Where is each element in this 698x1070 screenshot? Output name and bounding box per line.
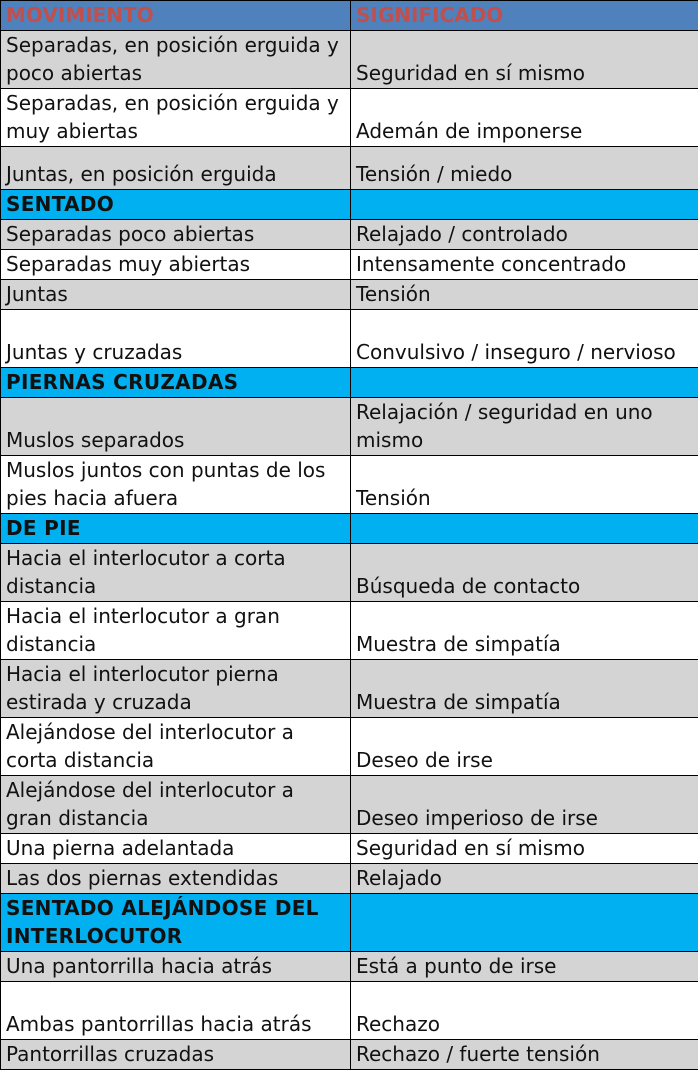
movement-cell: Juntas, en posición erguida [1, 147, 351, 190]
meaning-cell: Relajado [351, 864, 698, 894]
section-title: SENTADO [1, 190, 351, 220]
movement-cell: Alejándose del interlocutor a gran distancia [1, 776, 351, 834]
meaning-cell: Intensamente concentrado [351, 250, 698, 280]
table-row [1, 982, 698, 1040]
meaning-cell: Tensión [351, 280, 698, 310]
table-row [1, 31, 698, 89]
movement-cell: Juntas y cruzadas [1, 310, 351, 368]
table-row [1, 456, 698, 514]
section-blank [351, 190, 698, 220]
section-title: PIERNAS CRUZADAS [1, 368, 351, 398]
movement-cell: Juntas [1, 280, 351, 310]
section-blank [351, 514, 698, 544]
table-row [1, 89, 698, 147]
movement-cell: Hacia el interlocutor a corta distancia [1, 544, 351, 602]
meaning-cell: Rechazo / fuerte tensión [351, 1040, 698, 1070]
meaning-cell: Muestra de simpatía [351, 660, 698, 718]
movement-cell: Muslos separados [1, 398, 351, 456]
table-row [1, 776, 698, 834]
meaning-cell: Deseo imperioso de irse [351, 776, 698, 834]
table-row [1, 398, 698, 456]
section-blank [351, 368, 698, 398]
table-row [1, 280, 698, 310]
header-row [1, 1, 698, 31]
table-row [1, 602, 698, 660]
movement-cell: Hacia el interlocutor a gran distancia [1, 602, 351, 660]
movement-cell: Muslos juntos con puntas de los pies hacia afuera [1, 456, 351, 514]
table-body [1, 31, 698, 1070]
table-row [1, 544, 698, 602]
movement-cell: Hacia el interlocutor pierna estirada y cruzada [1, 660, 351, 718]
meaning-cell: Relajado / controlado [351, 220, 698, 250]
movement-cell: Una pierna adelantada [1, 834, 351, 864]
table-row [1, 220, 698, 250]
header-significado: SIGNIFICADO [351, 1, 698, 31]
movement-cell: Separadas, en posición erguida y poco abiertas [1, 31, 351, 89]
meaning-cell: Tensión [351, 456, 698, 514]
movement-cell: Las dos piernas extendidas [1, 864, 351, 894]
section-title: DE PIE [1, 514, 351, 544]
movement-cell: Alejándose del interlocutor a corta distancia [1, 718, 351, 776]
movement-cell: Separadas, en posición erguida y muy abiertas [1, 89, 351, 147]
section-row [1, 894, 698, 952]
table-row [1, 660, 698, 718]
meaning-cell: Búsqueda de contacto [351, 544, 698, 602]
meaning-cell: Seguridad en sí mismo [351, 834, 698, 864]
table-row [1, 718, 698, 776]
section-title: SENTADO ALEJÁNDOSE DEL INTERLOCUTOR [1, 894, 351, 952]
meaning-cell: Convulsivo / inseguro / nervioso [351, 310, 698, 368]
meaning-cell: Rechazo [351, 982, 698, 1040]
movement-cell: Una pantorrilla hacia atrás [1, 952, 351, 982]
meaning-cell: Relajación / seguridad en uno mismo [351, 398, 698, 456]
table-row [1, 834, 698, 864]
section-row [1, 190, 698, 220]
table-row [1, 310, 698, 368]
table-row [1, 952, 698, 982]
section-blank [351, 894, 698, 952]
movement-cell: Separadas muy abiertas [1, 250, 351, 280]
section-row [1, 368, 698, 398]
meaning-cell: Está a punto de irse [351, 952, 698, 982]
header-movimiento: MOVIMIENTO [1, 1, 351, 31]
table-row [1, 147, 698, 190]
meaning-cell: Tensión / miedo [351, 147, 698, 190]
movement-cell: Separadas poco abiertas [1, 220, 351, 250]
meaning-cell: Ademán de imponerse [351, 89, 698, 147]
table-row [1, 250, 698, 280]
meaning-cell: Deseo de irse [351, 718, 698, 776]
table-row [1, 864, 698, 894]
section-row [1, 514, 698, 544]
table-row [1, 1040, 698, 1070]
movement-cell: Ambas pantorrillas hacia atrás [1, 982, 351, 1040]
meaning-cell: Seguridad en sí mismo [351, 31, 698, 89]
meaning-cell: Muestra de simpatía [351, 602, 698, 660]
movement-cell: Pantorrillas cruzadas [1, 1040, 351, 1070]
